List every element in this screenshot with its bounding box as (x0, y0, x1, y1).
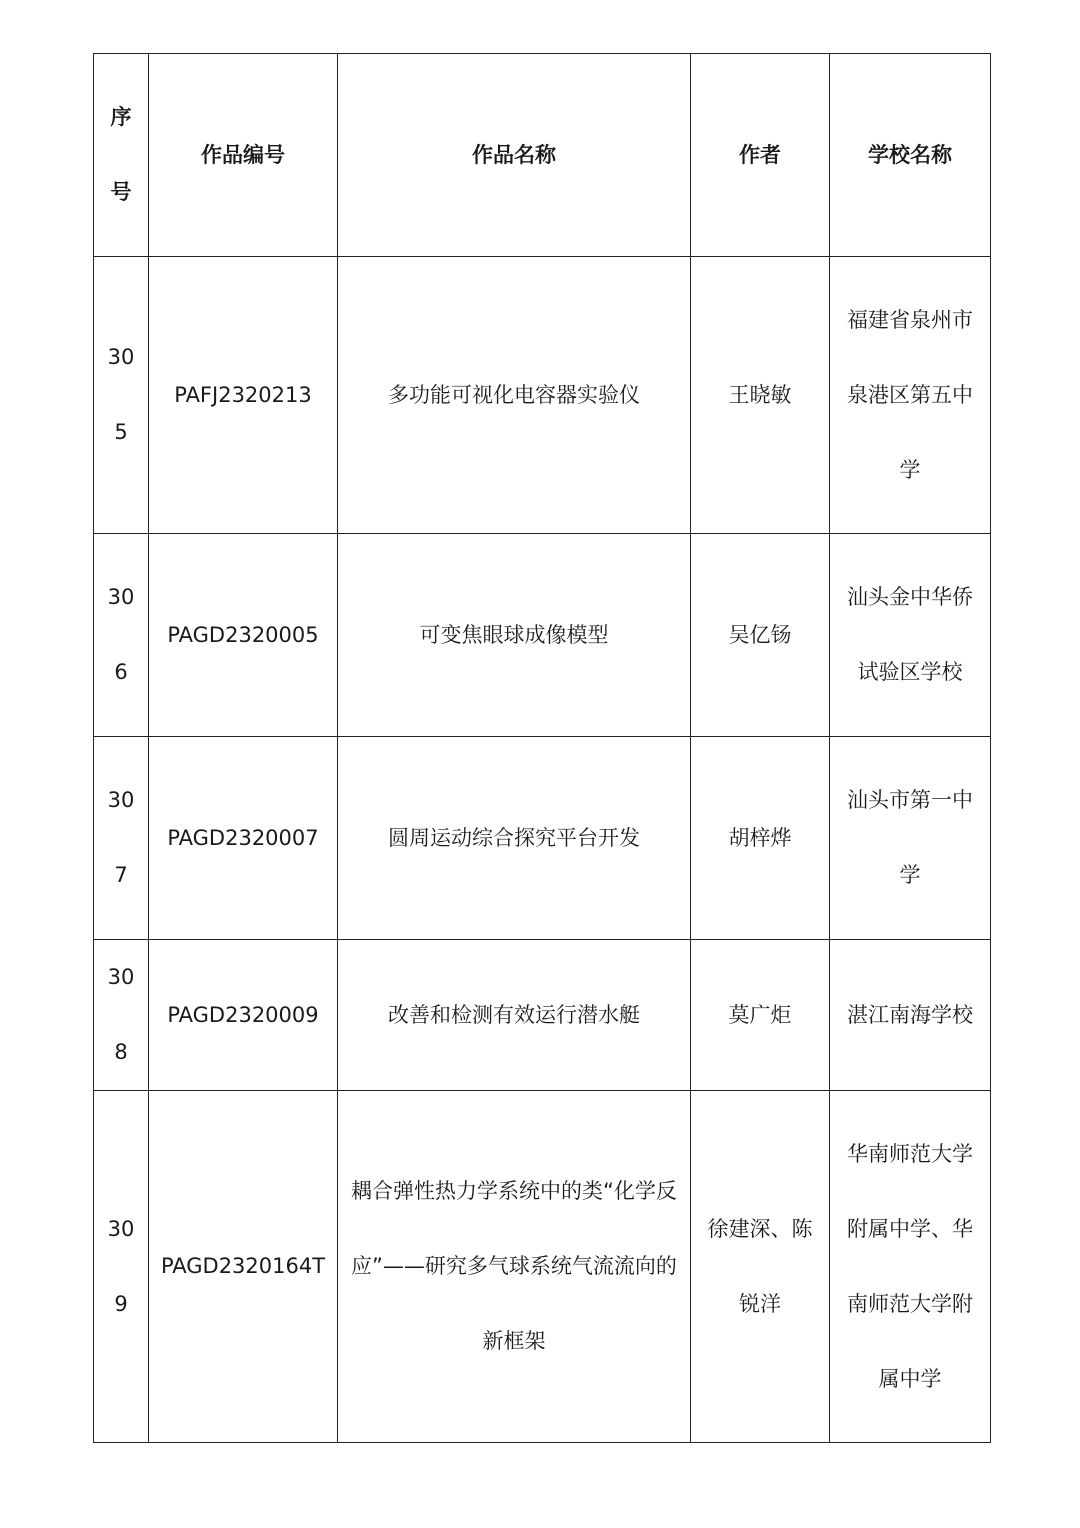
cell-author: 吴亿钖 (691, 534, 830, 737)
cell-title: 改善和检测有效运行潜水艇 (338, 940, 691, 1091)
cell-school: 华南师范大学附属中学、华南师范大学附属中学 (830, 1091, 991, 1443)
cell-code: PAGD2320009 (149, 940, 338, 1091)
cell-school: 汕头市第一中学 (830, 737, 991, 940)
header-code: 作品编号 (149, 54, 338, 257)
table-row (94, 257, 991, 534)
header-author: 作者 (691, 54, 830, 257)
table-row (94, 534, 991, 737)
header-seq (94, 54, 149, 257)
table-header-row (94, 54, 991, 257)
cell-title: 可变焦眼球成像模型 (338, 534, 691, 737)
cell-seq: 308 (94, 940, 149, 1091)
awards-table (93, 53, 991, 1443)
header-seq-line1: 序 (110, 105, 132, 129)
cell-code: PAGD2320005 (149, 534, 338, 737)
cell-seq: 305 (94, 257, 149, 534)
cell-seq: 306 (94, 534, 149, 737)
cell-author: 徐建深、陈锐洋 (691, 1091, 830, 1443)
cell-code: PAGD2320007 (149, 737, 338, 940)
cell-author: 王晓敏 (691, 257, 830, 534)
cell-school: 湛江南海学校 (830, 940, 991, 1091)
cell-seq: 309 (94, 1091, 149, 1443)
header-seq-line2: 号 (110, 180, 132, 204)
cell-author: 胡梓烨 (691, 737, 830, 940)
header-title: 作品名称 (338, 54, 691, 257)
cell-title: 耦合弹性热力学系统中的类“化学反应”——研究多气球系统气流流向的新框架 (338, 1091, 691, 1443)
cell-seq: 307 (94, 737, 149, 940)
table-row (94, 940, 991, 1091)
cell-school: 福建省泉州市泉港区第五中学 (830, 257, 991, 534)
cell-title: 多功能可视化电容器实验仪 (338, 257, 691, 534)
cell-author: 莫广炬 (691, 940, 830, 1091)
cell-title: 圆周运动综合探究平台开发 (338, 737, 691, 940)
cell-code: PAFJ2320213 (149, 257, 338, 534)
table-row (94, 737, 991, 940)
header-school: 学校名称 (830, 54, 991, 257)
table-row (94, 1091, 991, 1443)
cell-code: PAGD2320164T (149, 1091, 338, 1443)
cell-school: 汕头金中华侨试验区学校 (830, 534, 991, 737)
